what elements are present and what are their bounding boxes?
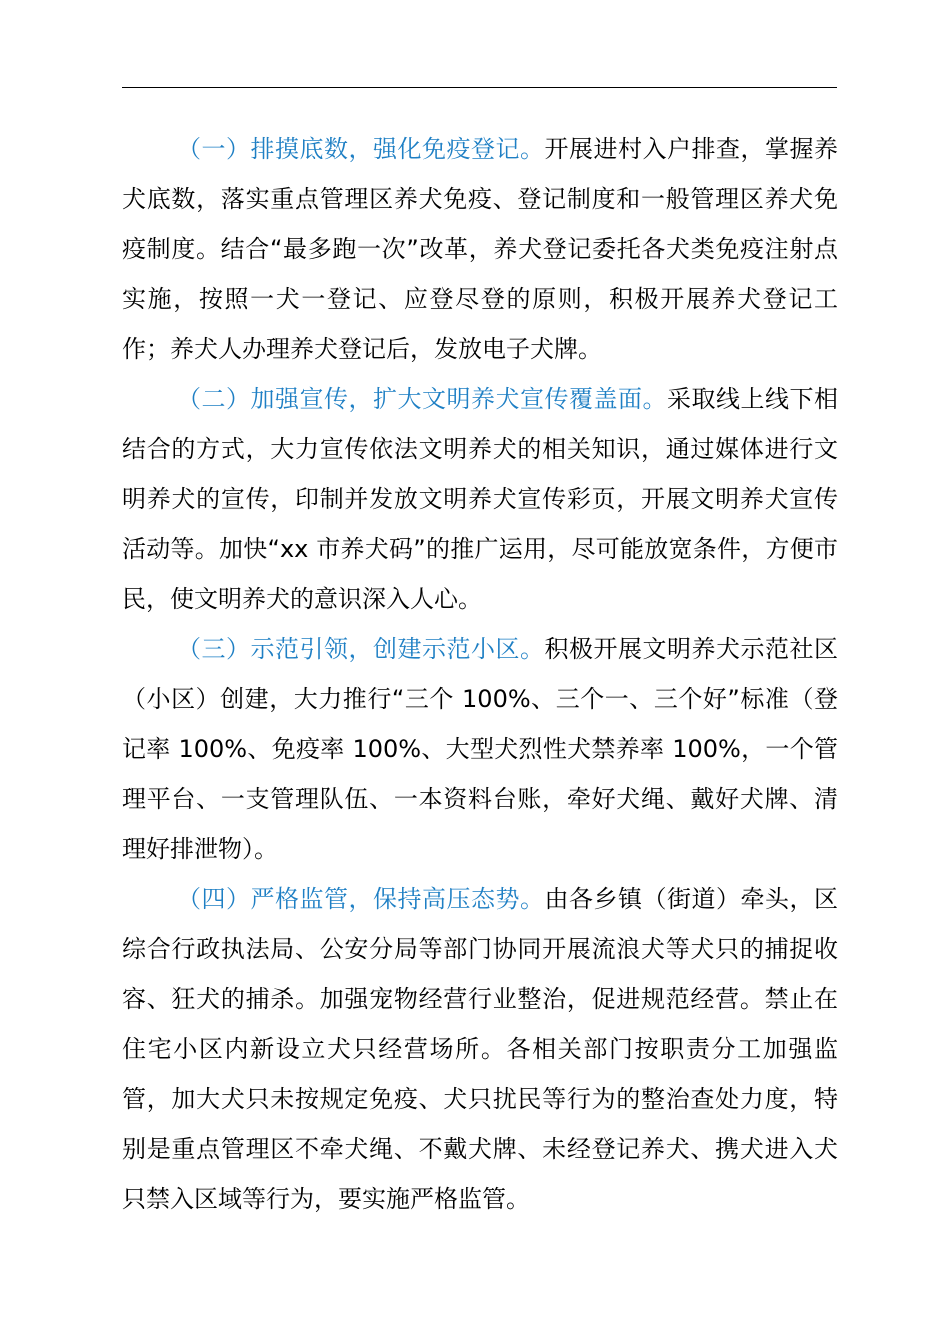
section-heading-3: （三）示范引领，创建示范小区。: [177, 635, 545, 663]
section-body-2: 采取线上线下相结合的方式，大力宣传依法文明养犬的相关知识，通过媒体进行文明养犬的宣传，印制并发放文明养犬宣传彩页，开展文明养犬宣传活动等。加快“xx 市养犬码”的推广运用，尽可能放宽条件，方便市民，使文明养犬的意识深入人心。: [122, 385, 838, 613]
section-paragraph-1: [122, 124, 838, 374]
header-rule: [122, 87, 837, 88]
section-body-3: 积极开展文明养犬示范社区（小区）创建，大力推行“三个 100%、三个一、三个好”标准（登记率 100%、免疫率 100%、大型犬烈性犬禁养率 100%，一个管理平台、一支管理队伍、一本资料台账，牵好犬绳、戴好犬牌、清理好排泄物）。: [122, 635, 838, 863]
section-paragraph-4: [122, 874, 838, 1224]
section-paragraph-3: [122, 624, 838, 874]
section-heading-4: （四）严格监管，保持高压态势。: [177, 885, 545, 913]
section-heading-1: （一）排摸底数，强化免疫登记。: [177, 135, 545, 163]
section-body-1: 开展进村入户排查，掌握养犬底数，落实重点管理区养犬免疫、登记制度和一般管理区养犬免疫制度。结合“最多跑一次”改革，养犬登记委托各犬类免疫注射点实施，按照一犬一登记、应登尽登的原则，积极开展养犬登记工作；养犬人办理养犬登记后，发放电子犬牌。: [122, 135, 838, 363]
document-body: [122, 124, 838, 1224]
section-paragraph-2: [122, 374, 838, 624]
section-body-4: 由各乡镇（街道）牵头，区综合行政执法局、公安分局等部门协同开展流浪犬等犬只的捕捉收容、狂犬的捕杀。加强宠物经营行业整治，促进规范经营。禁止在住宅小区内新设立犬只经营场所。各相关部门按职责分工加强监管，加大犬只未按规定免疫、犬只扰民等行为的整治查处力度，特别是重点管理区不牵犬绳、不戴犬牌、未经登记养犬、携犬进入犬只禁入区域等行为，要实施严格监管。: [122, 885, 838, 1213]
section-heading-2: （二）加强宣传，扩大文明养犬宣传覆盖面。: [177, 385, 667, 413]
